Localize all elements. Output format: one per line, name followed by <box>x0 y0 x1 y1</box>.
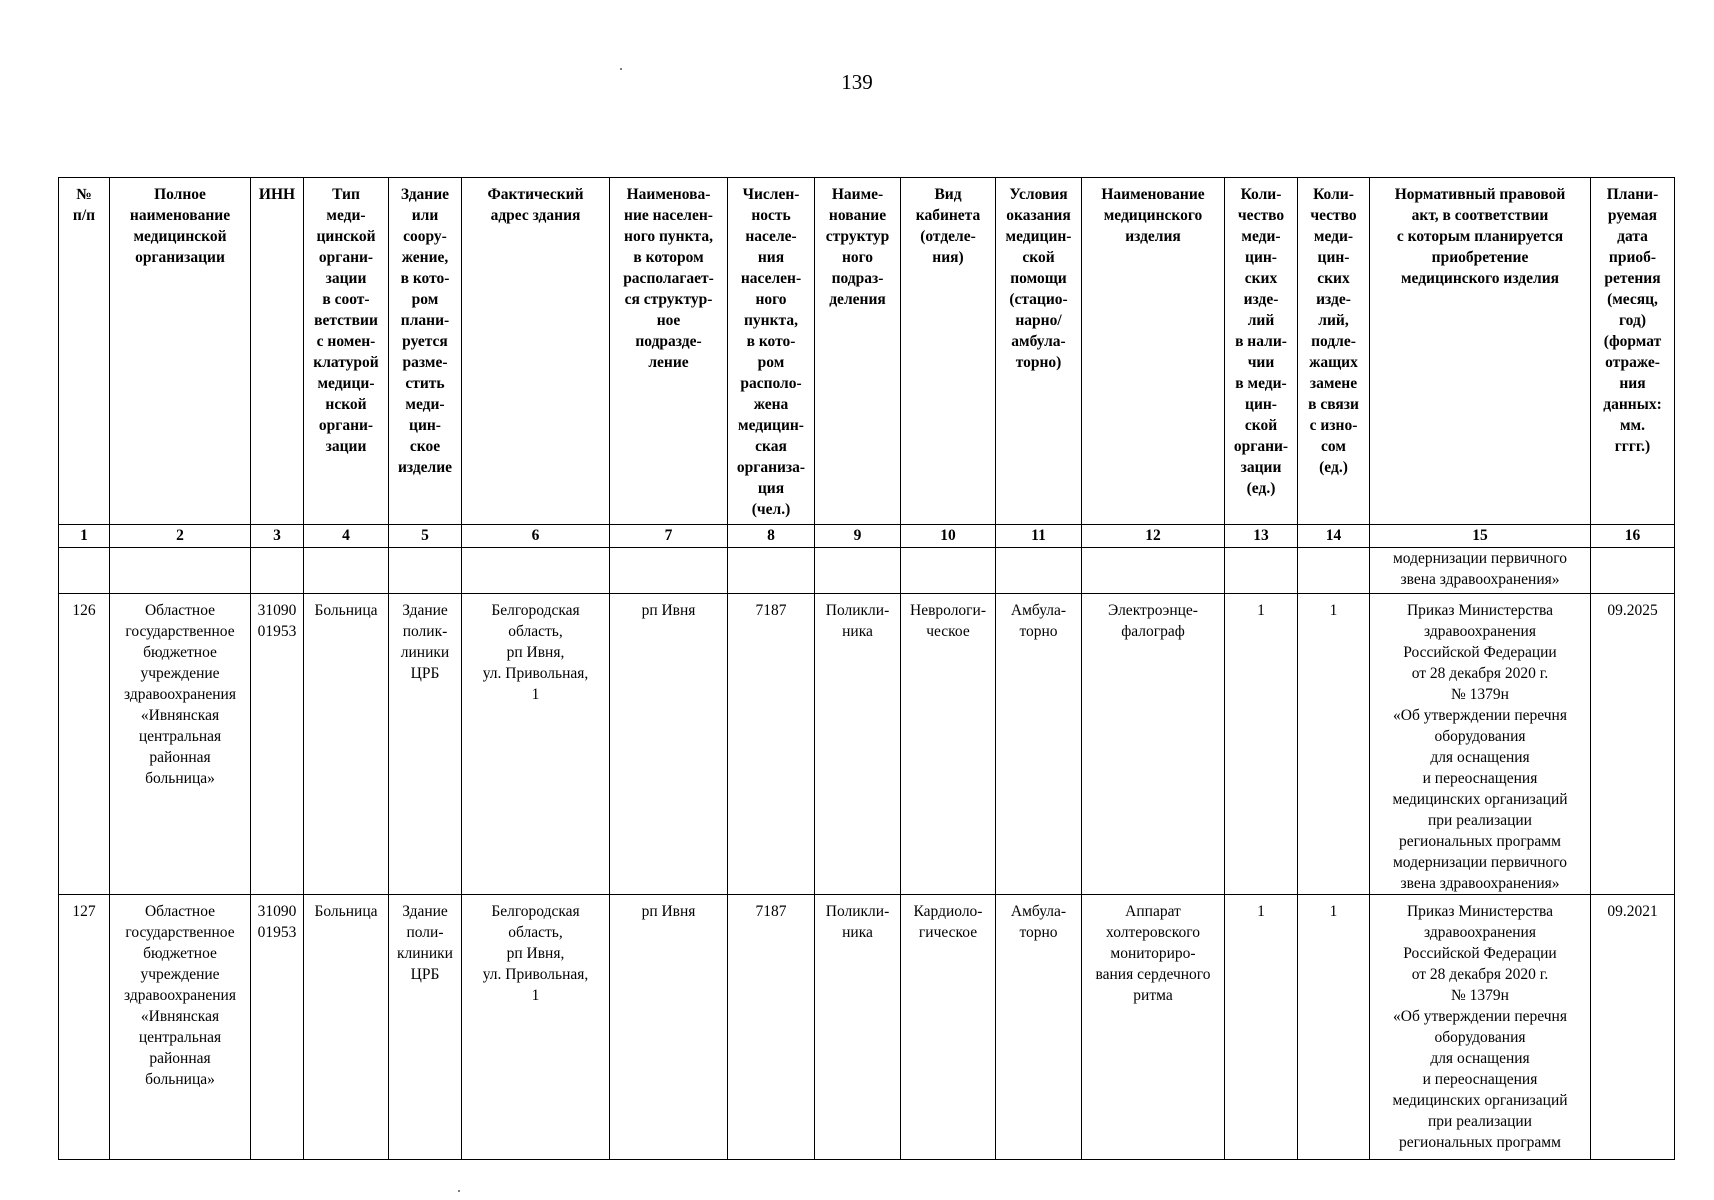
header-address: Фактический адрес здания <box>462 178 610 525</box>
header-legal-act: Нормативный правовой акт, в соответствии с которым планируется приобретение медицинского изделия <box>1370 178 1591 525</box>
table-cell <box>1591 548 1675 594</box>
column-number: 12 <box>1082 525 1225 548</box>
organization-type: Больница <box>304 895 389 1160</box>
column-number: 6 <box>462 525 610 548</box>
header-row <box>59 178 1675 525</box>
planned-date: 09.2021 <box>1591 895 1675 1160</box>
header-unit: Наиме- нование структур ного подраз- деления <box>815 178 901 525</box>
registry-table <box>58 177 1675 1160</box>
building-name: Здание полик- линики ЦРБ <box>389 594 462 895</box>
cabinet-type: Неврологи- ческое <box>901 594 996 895</box>
table-cell <box>59 548 110 594</box>
header-device: Наименование медицинского изделия <box>1082 178 1225 525</box>
column-number: 1 <box>59 525 110 548</box>
column-number: 5 <box>389 525 462 548</box>
header-building: Здание или соору- жение, в кото- ром плани- руется разме- стить меди- цин- ское изделие <box>389 178 462 525</box>
page-number: 139 <box>841 70 873 94</box>
qty-present: 1 <box>1225 895 1298 1160</box>
column-number-row <box>59 525 1675 548</box>
qty-present: 1 <box>1225 594 1298 895</box>
table-cell <box>815 548 901 594</box>
table-cell <box>610 548 728 594</box>
continuation-text: модернизации первичного звена здравоохранения» <box>1370 548 1591 594</box>
table-cell <box>996 548 1082 594</box>
population-value: 7187 <box>728 895 815 1160</box>
table-cell <box>304 548 389 594</box>
column-number: 15 <box>1370 525 1591 548</box>
care-conditions: Амбула- торно <box>996 594 1082 895</box>
column-number: 7 <box>610 525 728 548</box>
column-number: 4 <box>304 525 389 548</box>
header-organization-type: Тип меди- цинской органи- зации в соот- ветствии с номен- клатурой медици- нской органи- зации <box>304 178 389 525</box>
table-cell <box>901 548 996 594</box>
planned-date: 09.2025 <box>1591 594 1675 895</box>
header-conditions: Условия оказания медицин- ской помощи (стацио- нарно/ амбула- торно) <box>996 178 1082 525</box>
header-locality: Наименова- ние населен- ного пункта, в котором располагает- ся структур- ное подразде- ление <box>610 178 728 525</box>
row-number: 126 <box>59 594 110 895</box>
continuation-row <box>59 548 1675 594</box>
table-cell <box>728 548 815 594</box>
header-cabinet: Вид кабинета (отделе- ния) <box>901 178 996 525</box>
table-cell <box>110 548 251 594</box>
legal-act: Приказ Министерства здравоохранения Российской Федерации от 28 декабря 2020 г. № 1379н «Об утверждении перечня оборудования для оснащения и переоснащения медицинских организаций при реализации региональных программ <box>1370 895 1591 1160</box>
organization-name: Областное государственное бюджетное учреждение здравоохранения «Ивнянская центральная районная больница» <box>110 895 251 1160</box>
device-name: Аппарат холтеровского мониториро- вания сердечного ритма <box>1082 895 1225 1160</box>
row-number: 127 <box>59 895 110 1160</box>
qty-replace: 1 <box>1298 594 1370 895</box>
header-number: № п/п <box>59 178 110 525</box>
building-name: Здание поли- клиники ЦРБ <box>389 895 462 1160</box>
locality-name: рп Ивня <box>610 895 728 1160</box>
qty-replace: 1 <box>1298 895 1370 1160</box>
header-inn: ИНН <box>251 178 304 525</box>
inn-value: 31090 01953 <box>251 895 304 1160</box>
population-value: 7187 <box>728 594 815 895</box>
header-population: Числен- ность населе- ния населен- ного пункта, в кото- ром располо- жена медицин- ская организа- ция (чел.) <box>728 178 815 525</box>
table-cell <box>1082 548 1225 594</box>
table-cell <box>389 548 462 594</box>
cabinet-type: Кардиоло- гическое <box>901 895 996 1160</box>
column-number: 3 <box>251 525 304 548</box>
scan-speck <box>620 68 622 70</box>
unit-name: Поликли- ника <box>815 594 901 895</box>
column-number: 13 <box>1225 525 1298 548</box>
table-cell <box>1298 548 1370 594</box>
header-qty-present: Коли- чество меди- цин- ских изде- лий в нали- чии в меди- цин- ской органи- зации (ед.) <box>1225 178 1298 525</box>
column-number: 11 <box>996 525 1082 548</box>
column-number: 2 <box>110 525 251 548</box>
building-address: Белгородская область, рп Ивня, ул. Привольная, 1 <box>462 594 610 895</box>
column-number: 16 <box>1591 525 1675 548</box>
table-row <box>59 895 1675 1160</box>
locality-name: рп Ивня <box>610 594 728 895</box>
table-header <box>59 178 1675 525</box>
organization-name: Областное государственное бюджетное учреждение здравоохранения «Ивнянская центральная районная больница» <box>110 594 251 895</box>
building-address: Белгородская область, рп Ивня, ул. Привольная, 1 <box>462 895 610 1160</box>
header-qty-replace: Коли- чество меди- цин- ских изде- лий, подле- жащих замене в связи с изно- сом (ед.) <box>1298 178 1370 525</box>
column-number: 14 <box>1298 525 1370 548</box>
scan-speck <box>458 1190 460 1192</box>
table-cell <box>251 548 304 594</box>
header-organization: Полное наименование медицинской организации <box>110 178 251 525</box>
column-number: 9 <box>815 525 901 548</box>
table-cell <box>1225 548 1298 594</box>
device-name: Электроэнце- фалограф <box>1082 594 1225 895</box>
table-cell <box>462 548 610 594</box>
table-body <box>59 525 1675 1160</box>
unit-name: Поликли- ника <box>815 895 901 1160</box>
column-number: 10 <box>901 525 996 548</box>
table-row <box>59 594 1675 895</box>
inn-value: 31090 01953 <box>251 594 304 895</box>
column-number: 8 <box>728 525 815 548</box>
header-planned-date: Плани- руемая дата приоб- ретения (месяц, год) (формат отраже- ния данных: мм. гггг.) <box>1591 178 1675 525</box>
organization-type: Больница <box>304 594 389 895</box>
legal-act: Приказ Министерства здравоохранения Российской Федерации от 28 декабря 2020 г. № 1379н «Об утверждении перечня оборудования для оснащения и переоснащения медицинских организаций при реализации региональных программ модернизации первичного звена здравоохранения» <box>1370 594 1591 895</box>
care-conditions: Амбула- торно <box>996 895 1082 1160</box>
